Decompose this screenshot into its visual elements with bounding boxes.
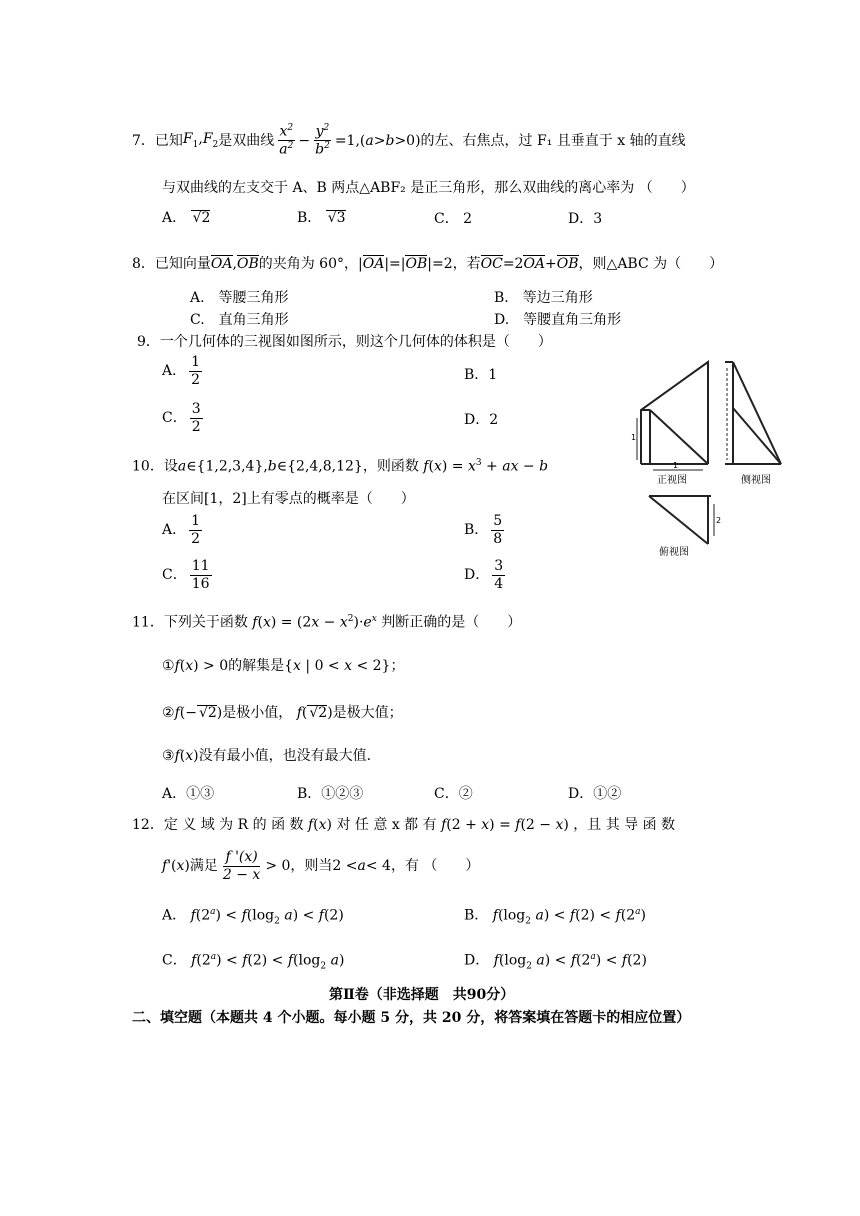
side-view: [725, 362, 781, 464]
q8-line1: 8．已知向量OA,OB的夹角为 60°，|OA|=|OB|=2，若OC=2OA+OB，则△ABC 为（ ）: [132, 256, 724, 272]
q7-number: 7．: [132, 132, 155, 149]
q11-option-a: A．①③: [162, 786, 215, 802]
q8-text-5: =2: [502, 256, 524, 272]
q9-option-a: A． $\frac{1}{2}$: [162, 354, 201, 388]
q11-option-b: B．①②③: [297, 786, 364, 802]
q8-option-b: B. 等边三角形: [494, 290, 593, 306]
q10-option-d: D． $\frac{3}{4}$: [464, 558, 504, 592]
three-view-figure: [633, 358, 793, 558]
front-view-dim-bottom: 1: [673, 461, 679, 470]
q8-text-1: 已知向量: [154, 256, 211, 272]
top-view: [649, 496, 714, 544]
q8-number: 8．: [132, 256, 155, 272]
top-view-label: 俯视图: [659, 547, 689, 558]
q11-option-c: C．②: [434, 786, 473, 802]
top-view-dim: 2: [716, 516, 722, 525]
q7-foci: $F_1,F_2$: [182, 130, 219, 150]
section-heading: 二、填空题（本题共 4 个小题。每小题 5 分，共 20 分，将答案填在答题卡的相应位置）: [132, 1010, 691, 1026]
side-view-label: 侧视图: [741, 475, 771, 486]
q12-option-d: D． $f(\log_2$ $a) < f(2^a) < f(2)$: [464, 952, 647, 972]
q9-question: 9．一个几何体的三视图如图所示，则这个几何体的体积是（ ）: [137, 334, 552, 350]
q10-text-1: 设: [163, 458, 178, 475]
q7-option-c: C． 2: [434, 211, 473, 227]
q7-line2: 与双曲线的左支交于 A、B 两点△ABF₂ 是正三角形，那么双曲线的离心率为 （ ）: [162, 180, 695, 196]
q11-text-2: 判断正确的是（ ）: [381, 614, 522, 631]
q8-text-4: |=2，若: [427, 256, 481, 272]
q10-line1: 10．设a∈{1,2,3,4},b∈{2,4,8,12}，则函数 $f(x) = x^3$ + ax − b: [132, 458, 549, 475]
front-view-dim-1: 1: [631, 433, 637, 442]
q8-option-c: C. 直角三角形: [190, 312, 289, 328]
q10-text-2: ，则函数: [362, 458, 419, 475]
q9-option-c: C． $\frac{3}{2}$: [162, 401, 201, 435]
q8-text-3: |=|: [384, 256, 406, 272]
q10-line2: 在区间[1，2]上有零点的概率是（ ）: [162, 491, 415, 507]
q11-line1: 11．下列关于函数 $f(x) = (2x - x^2)\cdot e^x$ 判断正确的是（ ）: [132, 614, 522, 631]
q11-option-d: D．①②: [568, 786, 622, 802]
q12-number: 12．: [132, 817, 164, 833]
q12-text-1: 定 义 域 为 R 的 函 数: [163, 817, 304, 833]
q12-option-b: B． $f(\log_2$ $a) < f(2) < f(2^a)$: [464, 907, 646, 927]
q8-option-a: A. 等腰三角形: [190, 290, 289, 306]
q7-text-1: 已知: [154, 132, 183, 149]
q9-option-d: D．2: [464, 412, 499, 428]
q7-option-b: B． √3: [297, 210, 346, 226]
q11-statement-3: ③f(x)没有最小值，也没有最大值.: [162, 748, 372, 764]
q7-line1: [132, 124, 686, 158]
q12-option-a: A． $f(2^a) < f(\log_2$ a) < f(2): [162, 907, 344, 927]
q12-text-3: ，且 其 导 函 数: [573, 817, 676, 833]
q11-number: 11．: [132, 614, 164, 631]
section-title: 第Ⅱ卷（非选择题 共90分）: [329, 987, 515, 1003]
q8-text-2: 的夹角为 60°，|: [258, 256, 363, 272]
q12-text-2: 对 任 意 x 都 有: [336, 817, 437, 833]
q12-line2: f '( x ) 满足 $\frac{f '(x)}{2 - x}$ > 0 ，则当 2 < a < 4 ，有 （ ）: [162, 849, 480, 883]
q10-option-a: A． $\frac{1}{2}$: [162, 513, 201, 547]
q8-option-d: D. 等腰直角三角形: [494, 312, 622, 328]
q10-option-b: B． $\frac{5}{8}$: [464, 513, 503, 547]
front-view-label: 正视图: [657, 475, 687, 486]
q7-text-3: 的左、右焦点，过 F₁ 且垂直于 x 轴的直线: [420, 132, 686, 149]
q12-option-c: C． $f(2^a) < f(2) < f(\log_2$ a): [162, 952, 345, 972]
q7-text-2: 是双曲线: [218, 132, 275, 149]
q12-text-5: ，则当: [290, 858, 333, 875]
q7-hyperbola-eq: $\frac{x^2}{a^2}$ − $\frac{y^2}{b^2}$ =1,( a > b >0): [279, 123, 421, 158]
q11-statement-1: ①f(x) > 0的解集是{x | 0 < x < 2}；: [162, 658, 405, 674]
q7-option-d: D．3: [568, 211, 603, 227]
q9-option-b: B．1: [464, 367, 498, 383]
q11-text-1: 下列关于函数: [163, 614, 248, 631]
q7-option-a: A． √2: [162, 210, 211, 226]
q12-text-4: 满足: [189, 858, 218, 875]
q10-option-c: C． $\frac{11}{16}$: [162, 558, 210, 592]
front-view: [637, 362, 708, 470]
q12-text-6: ，有 （ ）: [390, 858, 480, 875]
q10-number: 10．: [132, 458, 164, 475]
q12-line1: 12．定 义 域 为 R 的 函 数 f(x) 对 任 意 x 都 有 f(2 + x) = f(2 − x) ，且 其 导 函 数: [132, 817, 676, 833]
q11-statement-2: ②f(− √2)是极小值， f( √2)是极大值；: [162, 705, 403, 721]
q8-text-6: ，则△ABC 为（ ）: [578, 256, 724, 272]
